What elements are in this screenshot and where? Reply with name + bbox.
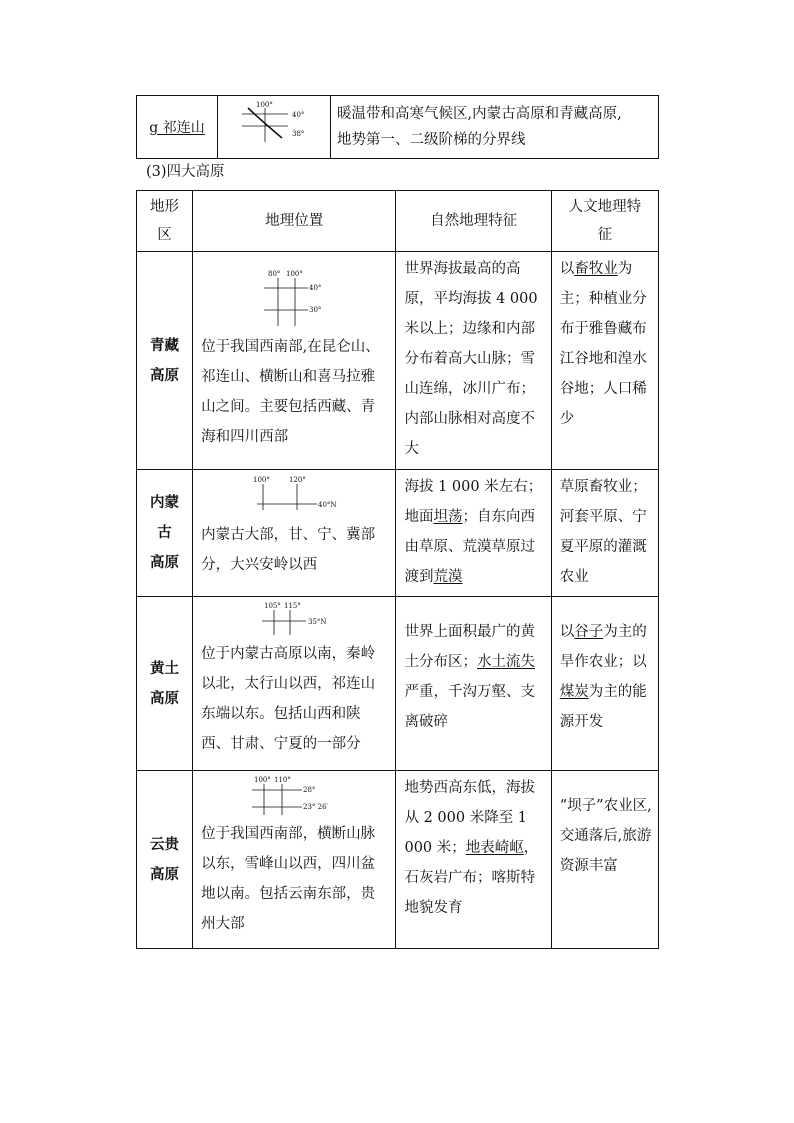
row-name-line: 高原 [150,689,180,707]
yungui-map-diagram [240,773,350,819]
position-text: 内蒙古大部，甘、宁、冀部分，大兴安岭以西 [201,527,376,573]
human-text-underlined: 畜牧业 [574,261,618,277]
top-row-desc-line1: 暖温带和高寒气候区,内蒙古高原和青藏高原, [337,106,622,122]
human-text: 以 [559,261,575,277]
table-row [137,597,659,771]
map-label: 100° [286,270,304,278]
header-col4-line1: 人文地理特 [568,199,642,215]
natural-cell: 世界海拔最高的高原，平均海拔 4 000 米以上；边缘和内部分布着高大山脉；雪山连绵，冰川广布；内部山脉相对高度不大 [396,252,551,470]
row-name-line: 云贵 [150,835,180,853]
map-label: 35°N [308,618,327,626]
inner-mongolia-map-diagram [245,472,345,520]
human-text: 以 [559,624,575,640]
natural-text-underlined: 坦荡 [433,509,463,525]
map-box [201,472,389,520]
top-row-map [218,96,331,159]
human-text-underlined: 谷子 [574,624,604,640]
natural-cell [396,771,551,949]
position-text: 位于我国西南部，横断山脉以东，雪峰山以西，四川盆地以南。包括云南东部，贵州大部 [201,826,376,932]
plateau-table [136,190,659,949]
top-row-desc-line2: 地势第一、二级阶梯的分界线 [337,132,526,148]
human-text-underlined: 煤炭 [559,684,589,700]
natural-text-underlined: 荒漠 [433,569,463,585]
natural-text: 地势西高东低，海拔从 2 000 米降至 1 000 米； [404,780,535,856]
row-name-line: 高原 [150,554,180,571]
map-label: 40°N [318,501,337,509]
top-row-name-text: g 祁连山 [149,120,205,136]
map-label: 30° [309,306,322,314]
top-row-desc [331,96,659,159]
natural-cell [396,597,551,771]
human-cell [551,252,658,470]
map-label: 120° [289,476,307,484]
human-cell [551,597,658,771]
map-label: 23° 26′ [303,803,329,811]
position-cell [193,470,396,597]
row-name-line: 高原 [150,366,180,384]
map-box [201,266,389,332]
header-col3: 自然地理特征 [396,191,551,252]
table-row [137,771,659,949]
natural-text: ，石灰岩广布；喀斯特地貌发育 [404,840,539,916]
map-label: 100° [256,101,273,109]
table-row [137,96,659,159]
section-subtitle: (3)四大高原 [146,164,225,180]
table-header-row [137,191,659,252]
human-cell: “坝子”农业区,交通落后,旅游资源丰富 [551,771,658,949]
map-label: 40° [309,284,322,292]
position-cell [193,771,396,949]
map-label: 115° [284,602,302,610]
top-row-name [137,96,218,159]
map-box [201,599,389,639]
loess-map-diagram [250,599,340,639]
position-cell [193,597,396,771]
qilian-map-diagram [218,96,330,158]
position-cell [193,252,396,470]
human-text: 为主的能源开发 [559,684,647,730]
map-box [201,773,389,819]
map-label: 40° [292,111,305,119]
map-label: 105° [264,602,282,610]
row-name [137,771,193,949]
row-name [137,470,193,597]
natural-text: 严重，千沟万壑、支离破碎 [404,684,535,730]
header-col1-line2: 区 [157,227,172,243]
natural-cell [396,470,551,597]
header-col4 [551,191,658,252]
header-col1-line1: 地形 [150,199,180,215]
row-name-line: 黄土 [150,659,180,677]
header-col4-line2: 征 [597,227,613,243]
header-col2: 地理位置 [193,191,396,252]
natural-text-underlined: 地表崎岖 [465,840,524,856]
human-cell: 草原畜牧业；河套平原、宁夏平原的灌溉农业 [551,470,658,597]
map-label: 38° [292,130,305,138]
natural-text-underlined: 水土流失 [476,654,535,670]
map-label: 110° [274,776,292,784]
map-label: 80° [268,270,281,278]
row-name-line: 青藏 [150,336,180,354]
position-text: 位于内蒙古高原以南，秦岭以北，太行山以西，祁连山东端以东。包括山西和陕西、甘肃、宁夏的一部分 [201,646,376,752]
map-label: 28° [303,786,316,794]
row-name-line: 内蒙 [150,494,180,511]
position-text: 位于我国西南部,在昆仑山、祁连山、横断山和喜马拉雅山之间。主要包括西藏、青海和四川西部 [201,339,380,445]
top-table [136,95,659,159]
human-text: 为主的旱作农业；以 [559,624,647,670]
header-col1 [137,191,193,252]
row-name [137,252,193,470]
map-label: 100° [254,776,272,784]
row-name [137,597,193,771]
table-row [137,252,659,470]
table-row [137,470,659,597]
row-name-line: 高原 [150,865,180,883]
row-name-line: 古 [157,524,172,541]
natural-text: ；自东向西由草原、荒漠草原过渡到 [404,509,535,585]
natural-text: 世界上面积最广的黄土分布区； [404,624,535,670]
qinghai-tibet-map-diagram [250,266,340,332]
natural-text: 海拔 1 000 米左右；地面 [404,479,543,525]
map-label: 100° [253,476,271,484]
human-text: 为主；种植业分布于雅鲁藏布江谷地和湟水谷地；人口稀少 [559,261,647,427]
